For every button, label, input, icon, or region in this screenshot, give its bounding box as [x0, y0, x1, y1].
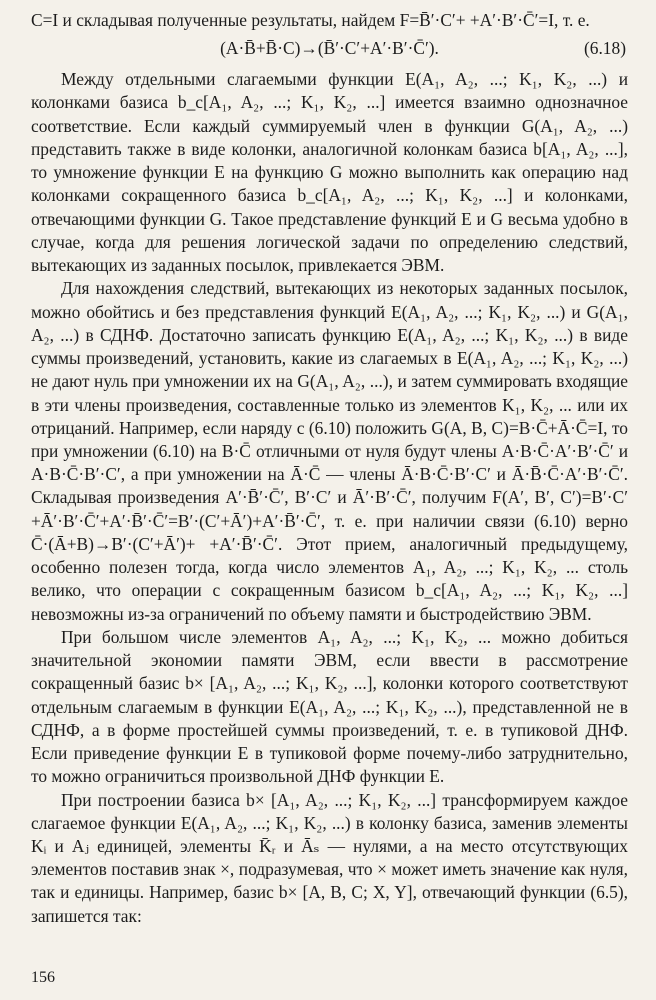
paragraph-2: Для нахождения следствий, вытекающих из некоторых заданных посылок, можно обойтись и без представления функций E(A₁, A₂, ...; K₁, K₂, ...) и G(A₁, A₂, ...) в СДНФ. Достаточно записать функцию E(A₁, A₂, ...; K₁, K₂, ...) в виде суммы произведений, установить, какие из слагаемых в E(A₁, A₂, ...; K₁, K₂, ...) не дают нуль при умножении их на G(A₁, A₂, ...), и затем суммировать входящие в эти члены произведения, составленные только из элементов K₁, K₂, ... или их отрицаний. Например, если наряду с (6.10) положить G(A, B, C)=B·C̄+Ā·C̄=I, то при умножении (6.10) на B·C̄ отличными от нуля будут члены A·B·C̄·A′·B′·C̄′ и A·B·C̄·B′·C′, а при умножении на Ā·C̄ — члены Ā·B·C̄·B′·C′ и Ā·B̄·C̄·A′·B′·C̄′. Складывая произведения A′·B̄′·C̄′, B′·C′ и Ā′·B′·C̄′, получим F(A′, B′, C′)=B′·C′+Ā′·B′·C̄′+A′·B̄′·C̄′=B′·(C′+Ā′)+A′·B̄′·C̄′, т. е. при наличии связи (6.10) верно C̄·(Ā+B)→B′·(C′+Ā′)+ +A′·B̄′·C̄′. Этот прием, аналогичный предыдущему, особенно полезен тогда, когда число элементов A₁, A₂, ...; K₁, K₂, ... столь велико, что операции с сокращенным базисом b_c[A₁, A₂, ...; K₁, K₂, ...] невозможны из-за ограничений по объему памяти и быстродействию ЭВМ.: [31, 278, 628, 624]
page-number: 156: [31, 969, 55, 986]
formula-6-18: [31, 36, 628, 60]
paragraph-4: При построении базиса b× [A₁, A₂, ...; K₁, K₂, ...] трансформируем каждое слагаемое функции E(A₁, A₂, ...; K₁, K₂, ...) в колонку базиса, заменив элементы Kᵢ и Aⱼ единицей, элементы K̄ᵣ и Āₛ — нулями, а на место отсутствующих элементов поставив знак ×, подразумевая, что × может иметь значение как нуля, так и единицы. Например, базис b× [A, B, C; X, Y], отвечающий функции (6.5), запишется так:: [31, 789, 628, 926]
intro-line: C=I и складывая полученные результаты, найдем F=B̄′·C′+ +A′·B′·C̄′=I, т. е.: [31, 10, 590, 30]
formula-expression: (A·B̄+B̄·C)→(B̄′·C′+A′·B′·C̄′).: [220, 38, 439, 59]
page-text: [31, 9, 628, 928]
paragraph-3: При большом числе элементов A₁, A₂, ...; K₁, K₂, ... можно добиться значительной экономии памяти ЭВМ, если ввести в рассмотрение сокращенный базис b× [A₁, A₂, ...; K₁, K₂, ...], колонки которого соответствуют отдельным слагаемым в функции E(A₁, A₂, ...; K₁, K₂, ...), представленной не в СДНФ, а в форме простейшей суммы произведений, т. е. в тупиковой ДНФ. Если приведение функции E в тупиковой форме почему-либо затруднительно, то можно ограничиться произвольной ДНФ функции E.: [31, 626, 628, 787]
paragraph-1: Между отдельными слагаемыми функции E(A₁, A₂, ...; K₁, K₂, ...) и колонками базиса b_c[A₁, A₂, ...; K₁, K₂, ...] имеется взаимно однозначное соответствие. Если каждый суммируемый член в функции G(A₁, A₂, ...) представить также в виде колонки, аналогичной колонкам базиса b[A₁, A₂, ...], то умножение функции E на функцию G можно выполнить как операцию над колонками сокращенного базиса b_c[A₁, A₂, ...; K₁, K₂, ...] и колонками, отвечающими функции G. Такое представление функций E и G весьма удобно в случае, когда для решения логической задачи по определению следствий, вытекающих из заданных посылок, привлекается ЭВМ.: [31, 69, 628, 276]
formula-number: (6.18): [583, 38, 626, 59]
